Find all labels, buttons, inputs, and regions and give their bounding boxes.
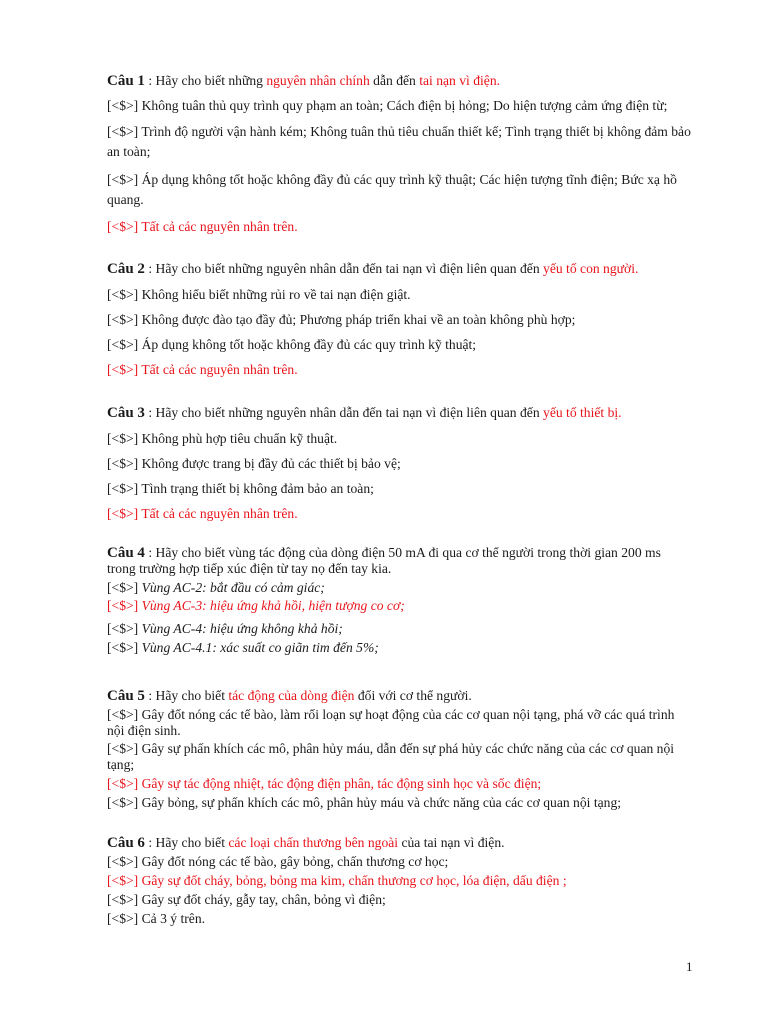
answer-option: [<$>] Không phù hợp tiêu chuẩn kỹ thuật. bbox=[107, 431, 338, 446]
question-4 bbox=[107, 545, 692, 656]
question-2-title: Câu 2 : Hãy cho biết những nguyên nhân dẫn đến tai nạn vì điện liên quan đến yếu tố con người. bbox=[107, 261, 639, 277]
question-3-title: Câu 3 : Hãy cho biết những nguyên nhân dẫn đến tai nạn vì điện liên quan đến yếu tố thiết bị. bbox=[107, 405, 622, 421]
question-3 bbox=[107, 404, 692, 522]
answer-option-correct: [<$>] Gây sự tác động nhiệt, tác động điện phân, tác động sinh học và sốc điện; bbox=[107, 776, 542, 791]
answer-option: [<$>] Gây sự đốt cháy, gẫy tay, chân, bỏng vì điện; bbox=[107, 892, 386, 907]
question-4-label: Câu 4 bbox=[107, 545, 145, 561]
answer-option: [<$>] Áp dụng không tốt hoặc không đầy đủ các quy trình kỹ thuật; bbox=[107, 337, 477, 352]
question-2-label: Câu 2 bbox=[107, 261, 145, 277]
answer-option: [<$>] Không hiểu biết những rủi ro về tai nạn điện giật. bbox=[107, 287, 411, 302]
answer-option-correct: [<$>] Tất cả các nguyên nhân trên. bbox=[107, 362, 298, 377]
answer-option-correct: [<$>] Tất cả các nguyên nhân trên. bbox=[107, 506, 298, 521]
page-number: 1 bbox=[686, 959, 693, 974]
question-6-label: Câu 6 bbox=[107, 835, 145, 851]
answer-option: [<$>] Gây sự phấn khích các mô, phân hủy máu, dẫn đến sự phá hủy các chức năng của các cơ quan nội tạng; bbox=[107, 741, 675, 772]
answer-option: [<$>] Vùng AC-2: bắt đầu có cảm giác; bbox=[107, 580, 325, 595]
question-1-label: Câu 1 bbox=[107, 73, 145, 89]
answer-option: [<$>] Gây đốt nóng các tế bào, gây bỏng, chấn thương cơ học; bbox=[107, 854, 449, 869]
answer-option: [<$>] Gây bỏng, sự phấn khích các mô, phân hủy máu và chức năng của các cơ quan nội tạng; bbox=[107, 795, 622, 810]
question-5 bbox=[107, 687, 692, 811]
question-5-label: Câu 5 bbox=[107, 688, 145, 704]
answer-option: [<$>] Vùng AC-4.1: xác suất co giãn tim đến 5%; bbox=[107, 640, 379, 655]
answer-option-correct: [<$>] Tất cả các nguyên nhân trên. bbox=[107, 219, 298, 234]
question-3-label: Câu 3 bbox=[107, 405, 145, 421]
answer-option: [<$>] Không được đào tạo đầy đủ; Phương pháp triển khai về an toàn không phù hợp; bbox=[107, 312, 576, 327]
answer-option: [<$>] Không được trang bị đầy đủ các thiết bị bảo vệ; bbox=[107, 456, 401, 471]
question-5-title: Câu 5 : Hãy cho biết tác động của dòng điện đối với cơ thể người. bbox=[107, 688, 472, 704]
answer-option-correct: [<$>] Vùng AC-3: hiệu ứng khả hồi, hiện tượng co cơ; bbox=[107, 598, 405, 613]
answer-option: [<$>] Trình độ người vận hành kém; Không tuân thủ tiêu chuẩn thiết kế; Tình trạng thiết bị không đảm bảo an toàn; bbox=[107, 124, 691, 159]
question-1-title: Câu 1 : Hãy cho biết những nguyên nhân chính dẫn đến tai nạn vì điện. bbox=[107, 73, 501, 89]
answer-option: [<$>] Gây đốt nóng các tế bào, làm rối loạn sự hoạt động của các cơ quan nội tạng, phá vỡ các quá trình nội điện sinh. bbox=[107, 707, 675, 738]
answer-option: [<$>] Vùng AC-4: hiệu ứng không khả hồi; bbox=[107, 621, 343, 636]
answer-option: [<$>] Không tuân thủ quy trình quy phạm an toàn; Cách điện bị hỏng; Do hiện tượng cảm ứng điện từ; bbox=[107, 98, 668, 113]
question-6-title: Câu 6 : Hãy cho biết các loại chấn thương bên ngoài của tai nạn vì điện. bbox=[107, 835, 505, 851]
question-4-title: Câu 4 : Hãy cho biết vùng tác động của dòng điện 50 mA đi qua cơ thể người trong thời gian 200 ms trong trường hợp tiếp xúc điện từ tay nọ đến tay kia. bbox=[107, 545, 661, 576]
answer-option: [<$>] Tình trạng thiết bị không đảm bảo an toàn; bbox=[107, 481, 374, 496]
question-6 bbox=[107, 834, 692, 927]
question-2 bbox=[107, 260, 692, 378]
question-1 bbox=[107, 72, 692, 235]
answer-option: [<$>] Cả 3 ý trên. bbox=[107, 911, 206, 926]
answer-option: [<$>] Áp dụng không tốt hoặc không đầy đủ các quy trình kỹ thuật; Các hiện tượng tĩnh điện; Bức xạ hồ quang. bbox=[107, 172, 677, 207]
answer-option-correct: [<$>] Gây sự đốt cháy, bỏng, bỏng ma kim, chấn thương cơ học, lóa điện, dấu điện ; bbox=[107, 873, 567, 888]
